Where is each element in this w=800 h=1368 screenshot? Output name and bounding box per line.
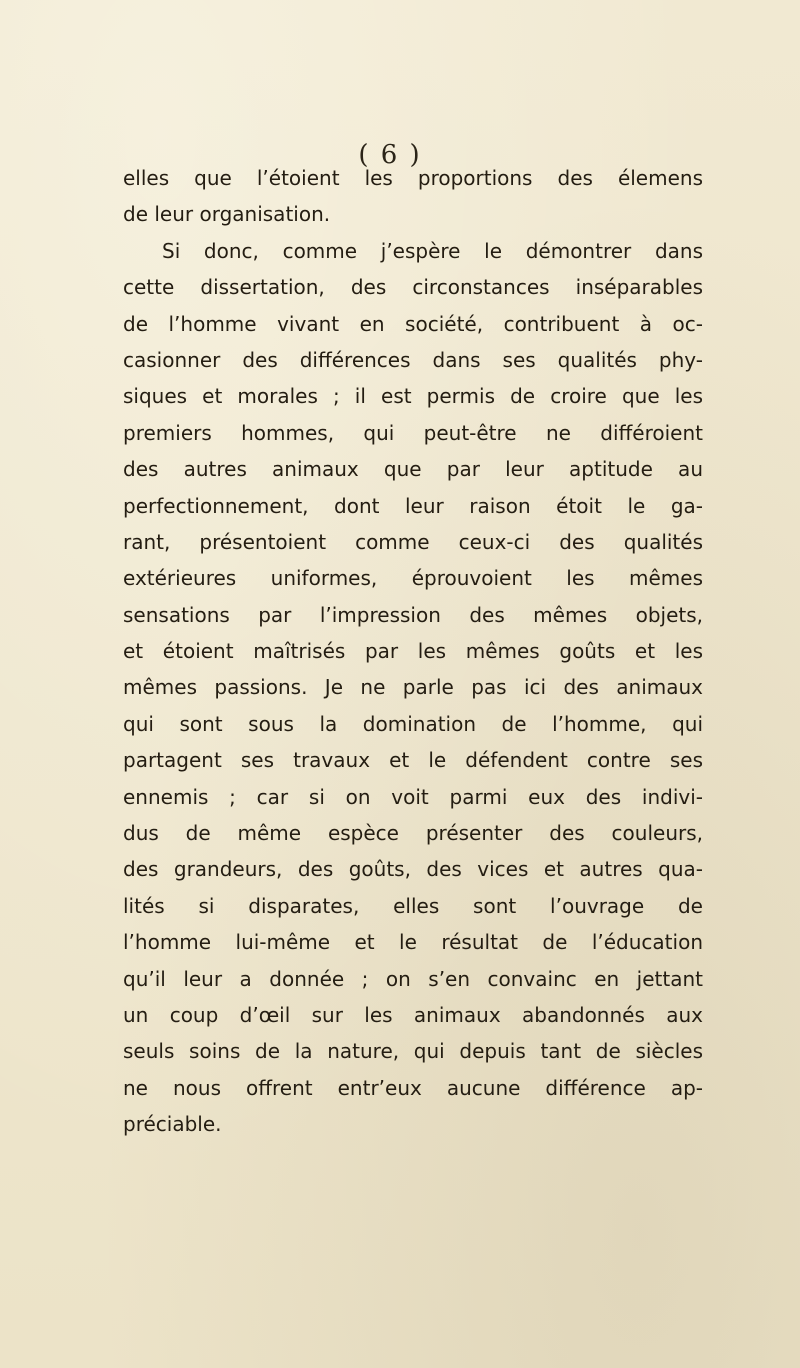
text-line: seuls soins de la nature, qui depuis tant de siècles: [123, 1039, 703, 1064]
text-line: partagent ses travaux et le défendent contre ses: [123, 748, 703, 773]
text-line: qu’il leur a donnée ; on s’en convainc en jettant: [123, 966, 703, 991]
text-line: mêmes passions. Je ne parle pas ici des animaux: [123, 675, 703, 700]
text-line: perfectionnement, dont leur raison étoit le ga-: [123, 493, 703, 518]
text-line: qui sont sous la domination de l’homme, qui: [123, 711, 703, 736]
text-line: l’homme lui-même et le résultat de l’éducation: [123, 930, 703, 955]
text-line: casionner des différences dans ses qualités phy-: [123, 347, 703, 372]
text-line: de leur organisation.: [123, 202, 331, 227]
text-line: elles que l’étoient les proportions des élemens: [123, 166, 703, 190]
text-line: premiers hommes, qui peut-être ne différoient: [123, 420, 703, 445]
page-number: ( 6 ): [358, 140, 422, 170]
body-text: [123, 160, 703, 1143]
text-line: dus de même espèce présenter des couleurs,: [123, 821, 703, 846]
text-line: des grandeurs, des goûts, des vices et autres qua-: [123, 857, 703, 882]
text-line: un coup d’œil sur les animaux abandonnés aux: [123, 1002, 703, 1027]
text-line: sensations par l’impression des mêmes objets,: [123, 602, 703, 627]
text-line: de l’homme vivant en société, contribuent à oc-: [123, 311, 703, 336]
text-line: préciable.: [123, 1112, 222, 1137]
text-line: cette dissertation, des circonstances inséparables: [123, 275, 703, 300]
text-line: Si donc, comme j’espère le démontrer dans: [162, 238, 703, 263]
text-line: siques et morales ; il est permis de croire que les: [123, 384, 703, 409]
text-line: extérieures uniformes, éprouvoient les mêmes: [123, 566, 703, 591]
text-line: rant, présentoient comme ceux-ci des qualités: [123, 529, 703, 554]
text-line: des autres animaux que par leur aptitude au: [123, 457, 703, 482]
text-line: et étoient maîtrisés par les mêmes goûts et les: [123, 639, 703, 664]
text-line: lités si disparates, elles sont l’ouvrage de: [123, 893, 703, 918]
text-line: ne nous offrent entr’eux aucune différence ap-: [123, 1075, 703, 1100]
text-line: ennemis ; car si on voit parmi eux des indivi-: [123, 784, 703, 809]
